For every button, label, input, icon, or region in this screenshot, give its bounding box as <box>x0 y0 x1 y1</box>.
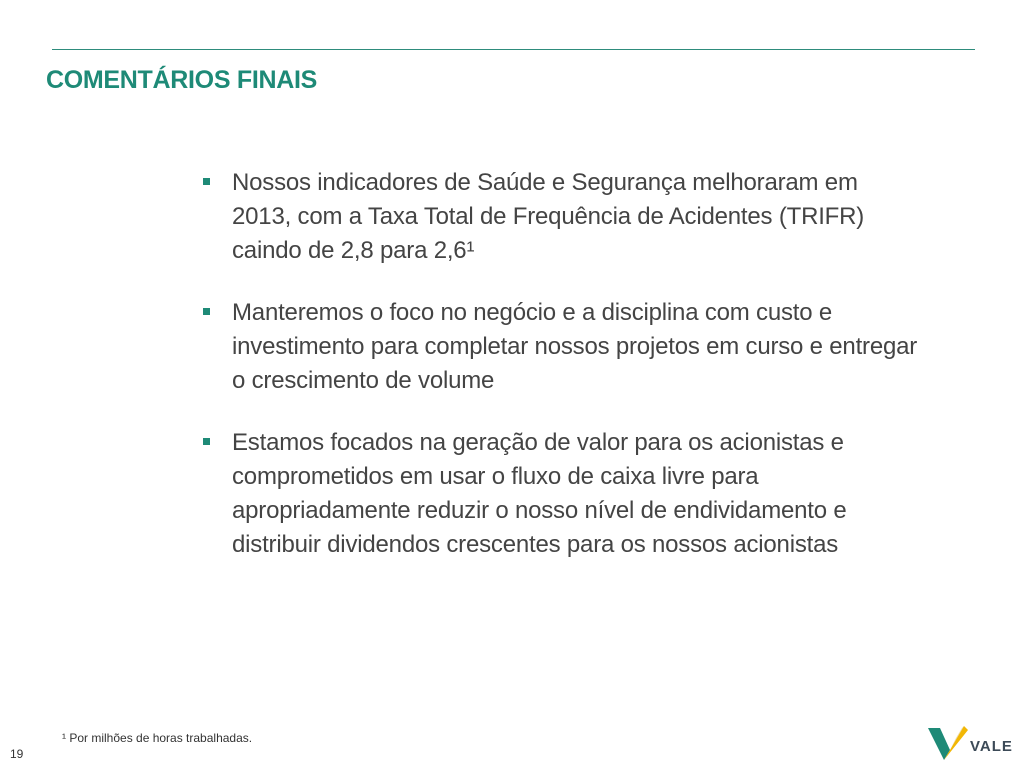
page-title: COMENTÁRIOS FINAIS <box>46 66 317 94</box>
footnote: ¹ Por milhões de horas trabalhadas. <box>62 731 253 745</box>
square-bullet-icon <box>203 308 210 315</box>
title-divider <box>52 49 975 50</box>
bullet-item-value <box>200 426 920 562</box>
square-bullet-icon <box>203 438 210 445</box>
bullet-item-safety <box>200 166 920 268</box>
bullet-text: Estamos focados na geração de valor para os acionistas e comprometidos em usar o fluxo de caixa livre para apropriadamente reduzir o nosso nível de endividamento e distribuir dividendos crescentes para os nossos acionistas <box>232 429 847 558</box>
bullet-item-focus <box>200 296 920 398</box>
vale-logo-icon <box>926 716 970 764</box>
bullet-list <box>200 166 920 562</box>
vale-logo-text: VALE <box>970 738 1013 755</box>
bullet-text: Nossos indicadores de Saúde e Segurança melhoraram em 2013, com a Taxa Total de Frequência de Acidentes (TRIFR) caindo de 2,8 para 2,6¹ <box>232 169 865 264</box>
square-bullet-icon <box>203 178 210 185</box>
vale-logo <box>926 716 1018 764</box>
bullet-text: Manteremos o foco no negócio e a disciplina com custo e investimento para completar nossos projetos em curso e entregar o crescimento de volume <box>232 299 918 394</box>
page-number: 19 <box>10 747 24 761</box>
